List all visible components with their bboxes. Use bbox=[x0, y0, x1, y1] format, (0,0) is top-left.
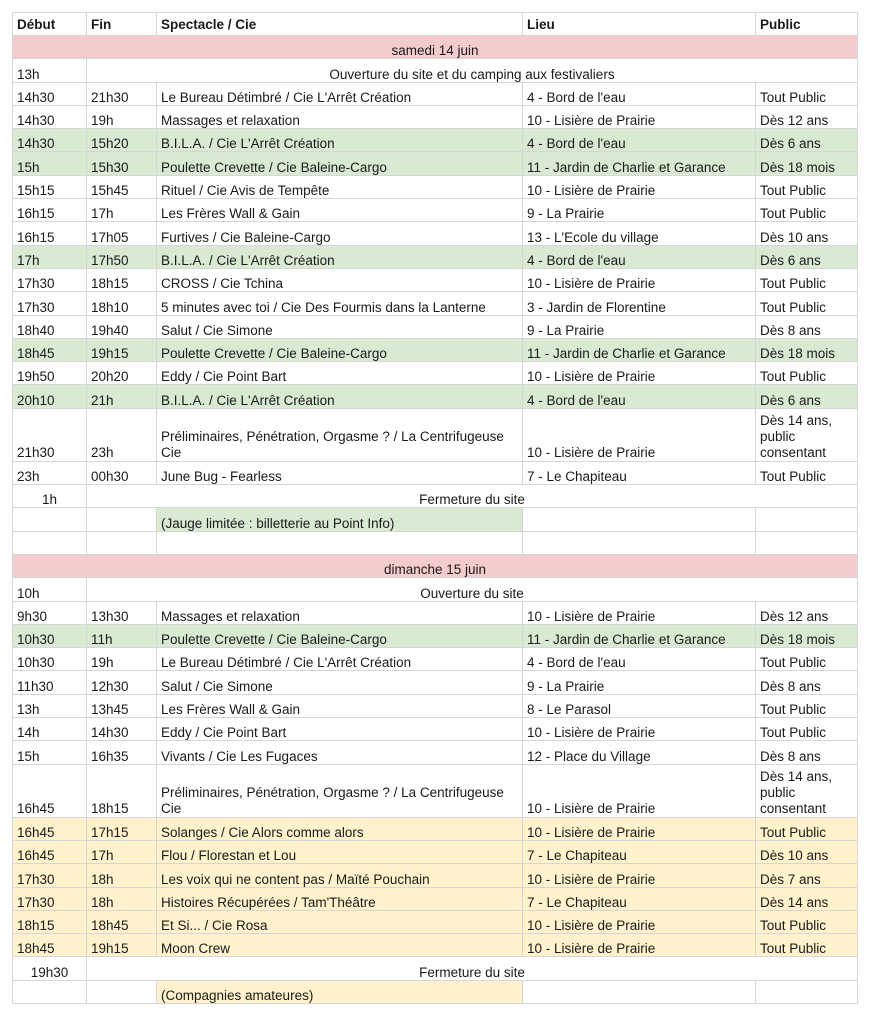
place: 9 - La Prairie bbox=[523, 671, 756, 694]
start-time: 19h50 bbox=[13, 362, 87, 385]
table-row bbox=[13, 910, 858, 933]
end-time: 18h45 bbox=[87, 910, 157, 933]
end-time: 18h bbox=[87, 864, 157, 887]
start-time: 21h30 bbox=[13, 408, 87, 461]
audience: Tout Public bbox=[756, 694, 858, 717]
table-row bbox=[13, 362, 858, 385]
audience: Tout Public bbox=[756, 910, 858, 933]
end-time: 17h bbox=[87, 840, 157, 863]
place: 4 - Bord de l'eau bbox=[523, 82, 756, 105]
opening-time: 13h bbox=[13, 59, 87, 82]
end-time: 23h bbox=[87, 408, 157, 461]
closing-row bbox=[13, 485, 858, 508]
start-time: 15h15 bbox=[13, 175, 87, 198]
show-name: Préliminaires, Pénétration, Orgasme ? / La Centrifugeuse Cie bbox=[157, 764, 523, 817]
audience: Dès 14 ans, public consentant bbox=[756, 408, 858, 461]
place: 10 - Lisière de Prairie bbox=[523, 175, 756, 198]
end-time: 19h15 bbox=[87, 338, 157, 361]
start-time: 18h45 bbox=[13, 338, 87, 361]
place: 4 - Bord de l'eau bbox=[523, 245, 756, 268]
place: 11 - Jardin de Charlie et Garance bbox=[523, 624, 756, 647]
show-name: 5 minutes avec toi / Cie Des Fourmis dans la Lanterne bbox=[157, 292, 523, 315]
end-time: 17h15 bbox=[87, 817, 157, 840]
place: 10 - Lisière de Prairie bbox=[523, 817, 756, 840]
start-time: 14h30 bbox=[13, 105, 87, 128]
place: 7 - Le Chapiteau bbox=[523, 887, 756, 910]
table-row bbox=[13, 408, 858, 461]
show-name: CROSS / Cie Tchina bbox=[157, 268, 523, 291]
audience: Dès 12 ans bbox=[756, 105, 858, 128]
show-name: B.I.L.A. / Cie L'Arrêt Création bbox=[157, 385, 523, 408]
table-row bbox=[13, 129, 858, 152]
table-row bbox=[13, 864, 858, 887]
table-row bbox=[13, 82, 858, 105]
day-label: samedi 14 juin bbox=[13, 36, 858, 59]
place: 10 - Lisière de Prairie bbox=[523, 718, 756, 741]
start-time: 10h30 bbox=[13, 624, 87, 647]
show-name: Massages et relaxation bbox=[157, 105, 523, 128]
audience: Tout Public bbox=[756, 199, 858, 222]
table-row bbox=[13, 461, 858, 484]
start-time: 16h45 bbox=[13, 764, 87, 817]
legend-limited-capacity: (Jauge limitée : billetterie au Point Info) bbox=[157, 508, 523, 531]
end-time: 18h bbox=[87, 887, 157, 910]
start-time: 17h30 bbox=[13, 268, 87, 291]
audience: Tout Public bbox=[756, 362, 858, 385]
audience: Dès 8 ans bbox=[756, 671, 858, 694]
table-row bbox=[13, 817, 858, 840]
table-row bbox=[13, 887, 858, 910]
opening-text: Ouverture du site bbox=[87, 578, 858, 601]
table-row bbox=[13, 338, 858, 361]
place: 4 - Bord de l'eau bbox=[523, 385, 756, 408]
audience: Dès 6 ans bbox=[756, 245, 858, 268]
show-name: Les Frères Wall & Gain bbox=[157, 694, 523, 717]
start-time: 14h30 bbox=[13, 82, 87, 105]
header-row bbox=[13, 13, 858, 36]
legend-amateur: (Compagnies amateures) bbox=[157, 980, 523, 1003]
place: 3 - Jardin de Florentine bbox=[523, 292, 756, 315]
start-time: 11h30 bbox=[13, 671, 87, 694]
show-name: Furtives / Cie Baleine-Cargo bbox=[157, 222, 523, 245]
start-time: 9h30 bbox=[13, 601, 87, 624]
closing-row bbox=[13, 957, 858, 980]
table-row bbox=[13, 385, 858, 408]
start-time: 17h30 bbox=[13, 887, 87, 910]
day-header-row bbox=[13, 554, 858, 577]
show-name: Histoires Récupérées / Tam'Théâtre bbox=[157, 887, 523, 910]
audience: Tout Public bbox=[756, 461, 858, 484]
audience: Tout Public bbox=[756, 292, 858, 315]
show-name: Salut / Cie Simone bbox=[157, 671, 523, 694]
audience: Dès 18 mois bbox=[756, 624, 858, 647]
start-time: 17h bbox=[13, 245, 87, 268]
table-row bbox=[13, 648, 858, 671]
show-name: Eddy / Cie Point Bart bbox=[157, 718, 523, 741]
show-name: Les voix qui ne content pas / Maïté Pouchain bbox=[157, 864, 523, 887]
start-time: 20h10 bbox=[13, 385, 87, 408]
place: 7 - Le Chapiteau bbox=[523, 461, 756, 484]
show-name: Solanges / Cie Alors comme alors bbox=[157, 817, 523, 840]
audience: Dès 10 ans bbox=[756, 222, 858, 245]
table-row bbox=[13, 601, 858, 624]
start-time: 16h45 bbox=[13, 840, 87, 863]
end-time: 11h bbox=[87, 624, 157, 647]
day-label: dimanche 15 juin bbox=[13, 554, 858, 577]
header-place: Lieu bbox=[523, 13, 756, 36]
table-row bbox=[13, 671, 858, 694]
audience: Dès 14 ans, public consentant bbox=[756, 764, 858, 817]
spacer-row bbox=[13, 531, 858, 554]
audience: Dès 12 ans bbox=[756, 601, 858, 624]
end-time: 19h bbox=[87, 648, 157, 671]
show-name: Poulette Crevette / Cie Baleine-Cargo bbox=[157, 338, 523, 361]
audience: Tout Public bbox=[756, 175, 858, 198]
show-name: Poulette Crevette / Cie Baleine-Cargo bbox=[157, 624, 523, 647]
show-name: Le Bureau Détimbré / Cie L'Arrêt Création bbox=[157, 648, 523, 671]
show-name: Rituel / Cie Avis de Tempête bbox=[157, 175, 523, 198]
start-time: 23h bbox=[13, 461, 87, 484]
start-time: 18h15 bbox=[13, 910, 87, 933]
place: 11 - Jardin de Charlie et Garance bbox=[523, 338, 756, 361]
audience: Tout Public bbox=[756, 82, 858, 105]
show-name: June Bug - Fearless bbox=[157, 461, 523, 484]
table-row bbox=[13, 292, 858, 315]
end-time: 19h15 bbox=[87, 934, 157, 957]
table-row bbox=[13, 934, 858, 957]
show-name: Flou / Florestan et Lou bbox=[157, 840, 523, 863]
table-row bbox=[13, 175, 858, 198]
show-name: Salut / Cie Simone bbox=[157, 315, 523, 338]
table-row bbox=[13, 840, 858, 863]
place: 10 - Lisière de Prairie bbox=[523, 362, 756, 385]
start-time: 15h bbox=[13, 741, 87, 764]
start-time: 15h bbox=[13, 152, 87, 175]
place: 10 - Lisière de Prairie bbox=[523, 105, 756, 128]
start-time: 14h30 bbox=[13, 129, 87, 152]
show-name: B.I.L.A. / Cie L'Arrêt Création bbox=[157, 129, 523, 152]
table-row bbox=[13, 268, 858, 291]
legend-row bbox=[13, 508, 858, 531]
audience: Dès 18 mois bbox=[756, 152, 858, 175]
place: 11 - Jardin de Charlie et Garance bbox=[523, 152, 756, 175]
end-time: 15h30 bbox=[87, 152, 157, 175]
audience: Dès 14 ans bbox=[756, 887, 858, 910]
closing-text: Fermeture du site bbox=[87, 485, 858, 508]
start-time: 14h bbox=[13, 718, 87, 741]
end-time: 17h bbox=[87, 199, 157, 222]
table-row bbox=[13, 105, 858, 128]
audience: Dès 7 ans bbox=[756, 864, 858, 887]
end-time: 16h35 bbox=[87, 741, 157, 764]
end-time: 19h40 bbox=[87, 315, 157, 338]
header-end: Fin bbox=[87, 13, 157, 36]
closing-time: 1h bbox=[13, 485, 87, 508]
end-time: 13h30 bbox=[87, 601, 157, 624]
end-time: 15h20 bbox=[87, 129, 157, 152]
day-header-row bbox=[13, 36, 858, 59]
start-time: 18h40 bbox=[13, 315, 87, 338]
table-row bbox=[13, 152, 858, 175]
header-start: Début bbox=[13, 13, 87, 36]
start-time: 18h45 bbox=[13, 934, 87, 957]
place: 10 - Lisière de Prairie bbox=[523, 268, 756, 291]
start-time: 17h30 bbox=[13, 864, 87, 887]
end-time: 15h45 bbox=[87, 175, 157, 198]
place: 10 - Lisière de Prairie bbox=[523, 601, 756, 624]
start-time: 16h15 bbox=[13, 222, 87, 245]
closing-text: Fermeture du site bbox=[87, 957, 858, 980]
opening-row bbox=[13, 59, 858, 82]
header-show: Spectacle / Cie bbox=[157, 13, 523, 36]
place: 9 - La Prairie bbox=[523, 315, 756, 338]
place: 10 - Lisière de Prairie bbox=[523, 934, 756, 957]
start-time: 10h30 bbox=[13, 648, 87, 671]
audience: Tout Public bbox=[756, 718, 858, 741]
show-name: Le Bureau Détimbré / Cie L'Arrêt Création bbox=[157, 82, 523, 105]
end-time: 19h bbox=[87, 105, 157, 128]
table-row bbox=[13, 222, 858, 245]
show-name: Vivants / Cie Les Fugaces bbox=[157, 741, 523, 764]
show-name: B.I.L.A. / Cie L'Arrêt Création bbox=[157, 245, 523, 268]
show-name: Les Frères Wall & Gain bbox=[157, 199, 523, 222]
show-name: Moon Crew bbox=[157, 934, 523, 957]
opening-text: Ouverture du site et du camping aux festivaliers bbox=[87, 59, 858, 82]
end-time: 17h05 bbox=[87, 222, 157, 245]
schedule-table bbox=[12, 12, 858, 1004]
place: 7 - Le Chapiteau bbox=[523, 840, 756, 863]
audience: Tout Public bbox=[756, 817, 858, 840]
place: 12 - Place du Village bbox=[523, 741, 756, 764]
legend-row bbox=[13, 980, 858, 1003]
show-name: Eddy / Cie Point Bart bbox=[157, 362, 523, 385]
place: 10 - Lisière de Prairie bbox=[523, 864, 756, 887]
closing-time: 19h30 bbox=[13, 957, 87, 980]
start-time: 17h30 bbox=[13, 292, 87, 315]
end-time: 00h30 bbox=[87, 461, 157, 484]
table-row bbox=[13, 199, 858, 222]
table-row bbox=[13, 764, 858, 817]
start-time: 16h45 bbox=[13, 817, 87, 840]
table-row bbox=[13, 245, 858, 268]
place: 10 - Lisière de Prairie bbox=[523, 764, 756, 817]
audience: Dès 18 mois bbox=[756, 338, 858, 361]
table-row bbox=[13, 624, 858, 647]
end-time: 17h50 bbox=[87, 245, 157, 268]
table-row bbox=[13, 694, 858, 717]
audience: Dès 8 ans bbox=[756, 741, 858, 764]
place: 4 - Bord de l'eau bbox=[523, 648, 756, 671]
header-audience: Public bbox=[756, 13, 858, 36]
show-name: Préliminaires, Pénétration, Orgasme ? / La Centrifugeuse Cie bbox=[157, 408, 523, 461]
show-name: Massages et relaxation bbox=[157, 601, 523, 624]
audience: Dès 8 ans bbox=[756, 315, 858, 338]
audience: Tout Public bbox=[756, 268, 858, 291]
end-time: 14h30 bbox=[87, 718, 157, 741]
end-time: 12h30 bbox=[87, 671, 157, 694]
end-time: 18h15 bbox=[87, 268, 157, 291]
start-time: 16h15 bbox=[13, 199, 87, 222]
table-row bbox=[13, 718, 858, 741]
end-time: 18h15 bbox=[87, 764, 157, 817]
show-name: Poulette Crevette / Cie Baleine-Cargo bbox=[157, 152, 523, 175]
place: 13 - L'Ecole du village bbox=[523, 222, 756, 245]
end-time: 21h30 bbox=[87, 82, 157, 105]
audience: Tout Public bbox=[756, 934, 858, 957]
end-time: 18h10 bbox=[87, 292, 157, 315]
place: 10 - Lisière de Prairie bbox=[523, 910, 756, 933]
end-time: 13h45 bbox=[87, 694, 157, 717]
place: 9 - La Prairie bbox=[523, 199, 756, 222]
opening-time: 10h bbox=[13, 578, 87, 601]
table-row bbox=[13, 315, 858, 338]
audience: Dès 6 ans bbox=[756, 385, 858, 408]
opening-row bbox=[13, 578, 858, 601]
place: 10 - Lisière de Prairie bbox=[523, 408, 756, 461]
show-name: Et Si... / Cie Rosa bbox=[157, 910, 523, 933]
end-time: 21h bbox=[87, 385, 157, 408]
place: 4 - Bord de l'eau bbox=[523, 129, 756, 152]
end-time: 20h20 bbox=[87, 362, 157, 385]
audience: Dès 6 ans bbox=[756, 129, 858, 152]
audience: Tout Public bbox=[756, 648, 858, 671]
start-time: 13h bbox=[13, 694, 87, 717]
table-row bbox=[13, 741, 858, 764]
place: 8 - Le Parasol bbox=[523, 694, 756, 717]
audience: Dès 10 ans bbox=[756, 840, 858, 863]
